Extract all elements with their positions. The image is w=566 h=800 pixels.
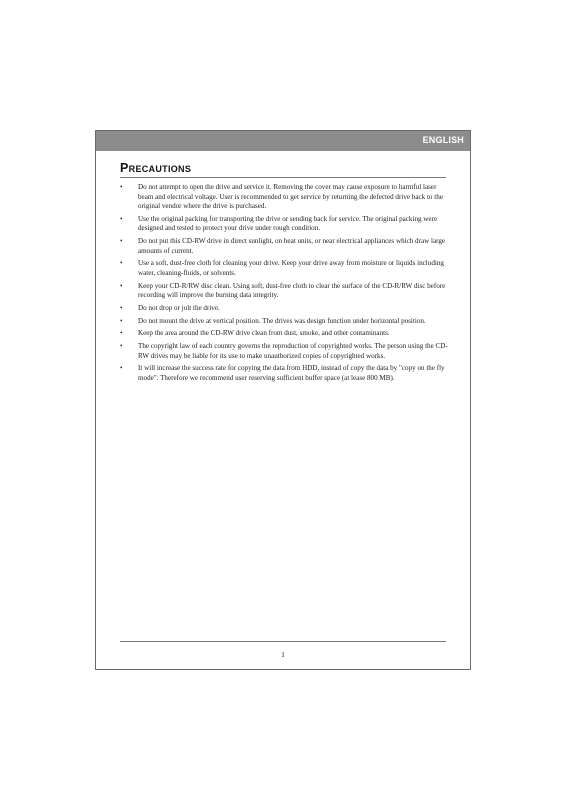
bullet-icon: • xyxy=(120,214,123,223)
list-item-text: Do not drop or jolt the drive. xyxy=(138,304,220,312)
list-item xyxy=(120,364,450,383)
section-title-initial: P xyxy=(120,161,129,175)
list-item xyxy=(120,304,450,314)
language-header-bar xyxy=(96,131,470,151)
list-item-text: Keep your CD-R/RW disc clean. Using soft, dust-free cloth to clear the surface of the CD-R/RW disc before recording will improve the burning data integrity. xyxy=(138,281,446,300)
bullet-icon: • xyxy=(120,183,123,191)
bullet-icon: • xyxy=(120,304,123,312)
list-item xyxy=(120,342,450,361)
list-item xyxy=(120,215,450,234)
bullet-icon: • xyxy=(120,342,123,351)
bullet-icon: • xyxy=(120,237,123,246)
document-page xyxy=(95,130,471,670)
list-item-text: Use a soft, dust-free cloth for cleaning your drive. Keep your drive away from moisture or liquids including water, cleaning-fluids, or solvents. xyxy=(138,259,444,278)
bullet-icon: • xyxy=(120,364,123,373)
list-item xyxy=(120,183,450,212)
list-item-text: Do not mount the drive at vertical position. The drives was design function under horizontal position. xyxy=(138,316,426,325)
precautions-list xyxy=(120,183,450,387)
list-item xyxy=(120,317,450,327)
list-item-text: Keep the area around the CD-RW drive clean from dust, smoke, and other contaminants. xyxy=(138,329,390,338)
page-number: 1 xyxy=(281,650,285,659)
list-item xyxy=(120,237,450,256)
language-label: ENGLISH xyxy=(422,135,464,145)
bullet-icon: • xyxy=(120,259,123,268)
section-title-rule xyxy=(120,161,446,178)
bullet-icon: • xyxy=(120,281,123,290)
list-item-text: Do not attempt to open the drive and service it. Removing the cover may cause exposure to harmful laser beam and electrical voltage. User is recommended to get service by returning the defected drive back to the original vendor where the drive is purchased. xyxy=(138,183,443,211)
bullet-icon: • xyxy=(120,316,123,325)
bullet-icon: • xyxy=(120,329,123,338)
list-item xyxy=(120,259,450,278)
list-item-text: The copyright law of each country governs the reproduction of copyrighted works. The person using the CD-RW drives may be liable for its use to make unauthorized copies of copyrighted works. xyxy=(138,342,448,360)
list-item-text: It will increase the success rate for copying the data from HDD, instead of copy the data by "copy on the fly mode". Therefore we recommend user reserving sufficient buffer space (at lease 800 MB). xyxy=(138,364,445,382)
list-item-text: Use the original packing for transporting the drive or sending back for service. The original packing were designed and tested to protect your drive under rough condition. xyxy=(138,214,438,233)
list-item xyxy=(120,282,450,301)
section-title xyxy=(120,161,446,175)
list-item-text: Do not put this CD-RW drive in direct sunlight, on heat units, or near electrical appliances which draw large amounts of current. xyxy=(138,237,446,255)
list-item xyxy=(120,329,450,339)
section-title-rest: RECAUTIONS xyxy=(128,164,192,174)
footer-rule xyxy=(120,641,446,642)
